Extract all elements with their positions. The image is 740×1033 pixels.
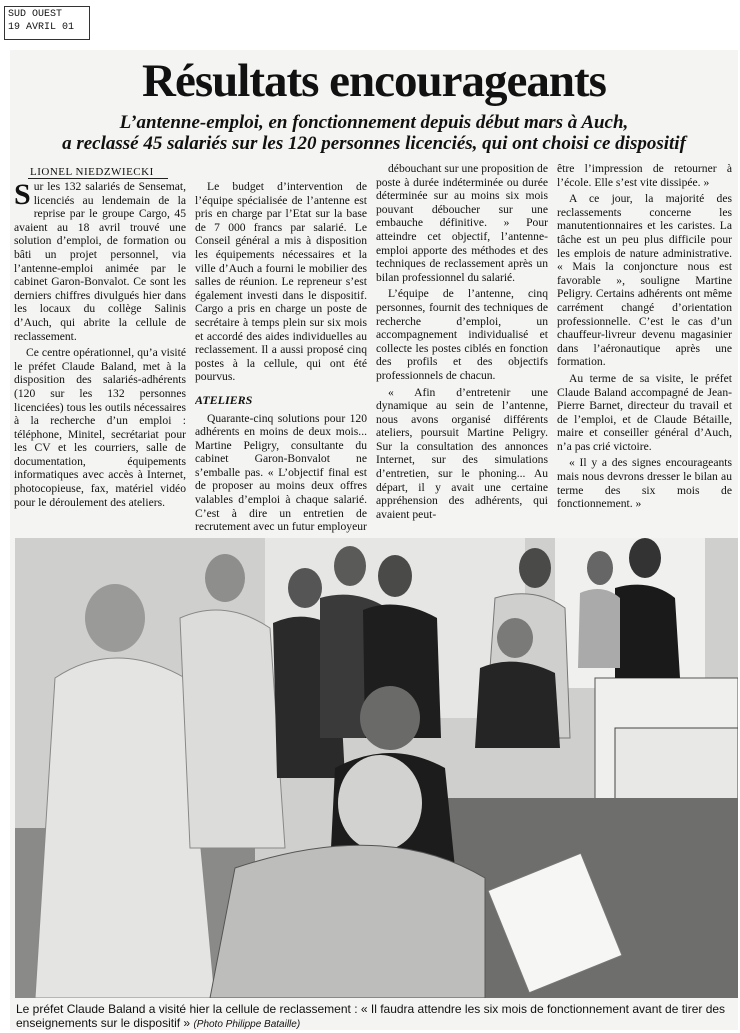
photo-caption: [16, 1002, 732, 1032]
article-column-3: [376, 162, 548, 580]
article-paragraph: [376, 386, 548, 522]
article-paragraph: [14, 346, 186, 509]
paragraph-text: A ce jour, la majorité des reclassements concerne les manutentionnaires et les caristes. La tâche est un peu plus difficile pour les emplois de nature administrative. « Mais la conjoncture nous est favorable », souligne Martine Peligry. Certains adhérents ont même carrément changé d’orientation professionnelle. C’est le cas d’un chauffeur-livreur devenu magasinier dans l’aéronautique après une formation.: [557, 192, 732, 369]
paragraph-text: ur les 132 salariés de Sensemat, licenciés au lendemain de la reprise par le groupe Cargo, 45 avaient au 18 avril trouvé une solution d’emploi, de formation ou bâti un projet personnel, via l’antenne-emploi animée par le cabinet Garon-Bonvalot. Ce sont les derniers chiffres divulgués hier dans les locaux du collège Salinis d’Auch, qui abrite la cellule de reclassement.: [14, 180, 186, 343]
article-paragraph: [557, 162, 732, 189]
article-paragraph: [557, 456, 732, 510]
article-paragraph: [14, 180, 186, 343]
article-paragraph: [557, 372, 732, 454]
stamp-date: 19 AVRIL 01: [8, 22, 75, 33]
subheadline: [10, 112, 738, 154]
paragraph-text: Au terme de sa visite, le préfet Claude Baland accompagné de Jean-Pierre Barnet, directeur du travail et de l’emploi, et de Claude Bétaille, maire et conseiller général d’Auch, n’a pas crié victoire.: [557, 371, 732, 453]
caption-text: Le préfet Claude Baland a visité hier la cellule de reclassement : « Il faudra attendre les six mois de fonctionnement avant de tirer des enseignements sur le dispositif »: [16, 1002, 726, 1030]
paragraph-text: L’équipe de l’antenne, cinq personnes, fournit des techniques de recherche d’emploi, un accompagnement individualisé et collecte les postes ciblés en fonction des profils et des objectifs professionnels de chacun.: [376, 287, 548, 382]
drop-cap: S: [14, 180, 31, 211]
subheadline-line-2: a reclassé 45 salariés sur les 120 personnes licenciés, qui ont choisi ce dispositif: [62, 133, 686, 154]
paragraph-text: Quarante-cinq solutions pour 120 adhérents en moins de deux mois... Martine Peligry, consultante du cabinet Garon-Bonvalot ne s’emballe pas. « L’objectif final est de proposer au moins deux offres valables d’emploi à chaque salarié. C’est à dire un entretien de recrutement avec un futur employeur: [195, 411, 367, 534]
article-column-4: [557, 162, 732, 580]
stamp-newspaper-name: SUD OUEST: [8, 9, 63, 20]
article-column-2: [195, 180, 367, 580]
photo-illustration: [15, 538, 738, 998]
article-paragraph: [195, 180, 367, 384]
article-paragraph: [376, 162, 548, 284]
newspaper-date-stamp: [4, 6, 90, 40]
byline: LIONEL NIEDZWIECKI: [30, 166, 154, 178]
paragraph-text: Ce centre opérationnel, qu’a visité le préfet Claude Baland, met à la disposition des salariés-adhérents (120 sur les 132 personnes licenciées) tous les outils nécessaires à la recherche d’un emploi : téléphone, Minitel, secrétariat pour les CV et les courriers, salle de documentation, équipements informatiques avec accès à Internet, photocopieuse, fax, matériel vidéo pour le déroulement des ateliers.: [14, 346, 186, 509]
paragraph-text: « Afin d’entretenir une dynamique au sein de l’antenne, nous avons organisé différents ateliers, poursuit Martine Peligry. Sur la consultation des annonces Internet, sur des simulations d’entretien, sur le phoning... Au départ, il y avait une certaine appréhension des adhérents, qui avaient peut-: [376, 385, 548, 521]
newspaper-clipping: [10, 50, 738, 1030]
paragraph-text: être l’impression de retourner à l’école. Elle s’est vite dissipée. »: [557, 162, 732, 189]
article-column-1: [14, 180, 186, 580]
photo-credit: (Photo Philippe Bataille): [193, 1019, 301, 1030]
article-paragraph: [557, 192, 732, 369]
paragraph-text: Le budget d’intervention de l’équipe spécialisée de l’antenne est pris en charge par l’Etat sur la base de 7 000 francs par salarié. Le Conseil général a mis à disposition les équipements nécessaires et la ville d’Auch a fourni le mobilier des salles de réunion. Le repreneur s’est également investi dans le dispositif. Cargo a pris en charge un poste de secrétaire à temps plein sur six mois et accordé des aides individuelles au reclassement. Il a aussi proposé cinq postes à la cellule, qui ont été pourvus.: [195, 180, 367, 384]
article-paragraph: [376, 287, 548, 382]
headline: Résultats encourageants: [142, 55, 606, 107]
article-paragraph: [195, 412, 367, 534]
subheadline-line-1: L’antenne-emploi, en fonctionnement depuis début mars à Auch,: [119, 112, 629, 133]
byline-rule: [28, 178, 168, 179]
paragraph-text: « Il y a des signes encourageants mais nous devrons dresser le bilan au terme des six mois de fonctionnement. »: [557, 456, 732, 511]
news-photo: [15, 538, 738, 998]
paragraph-text: débouchant sur une proposition de poste à durée indéterminée ou durée déterminée sur au moins six mois pouvant déboucher sur une embauche définitive. » Pour atteindre cet objectif, l’antenne-emploi apporte des méthodes et des techniques de reclassement après un bilan professionnel du salarié.: [376, 162, 548, 284]
section-heading: ATELIERS: [195, 392, 253, 407]
